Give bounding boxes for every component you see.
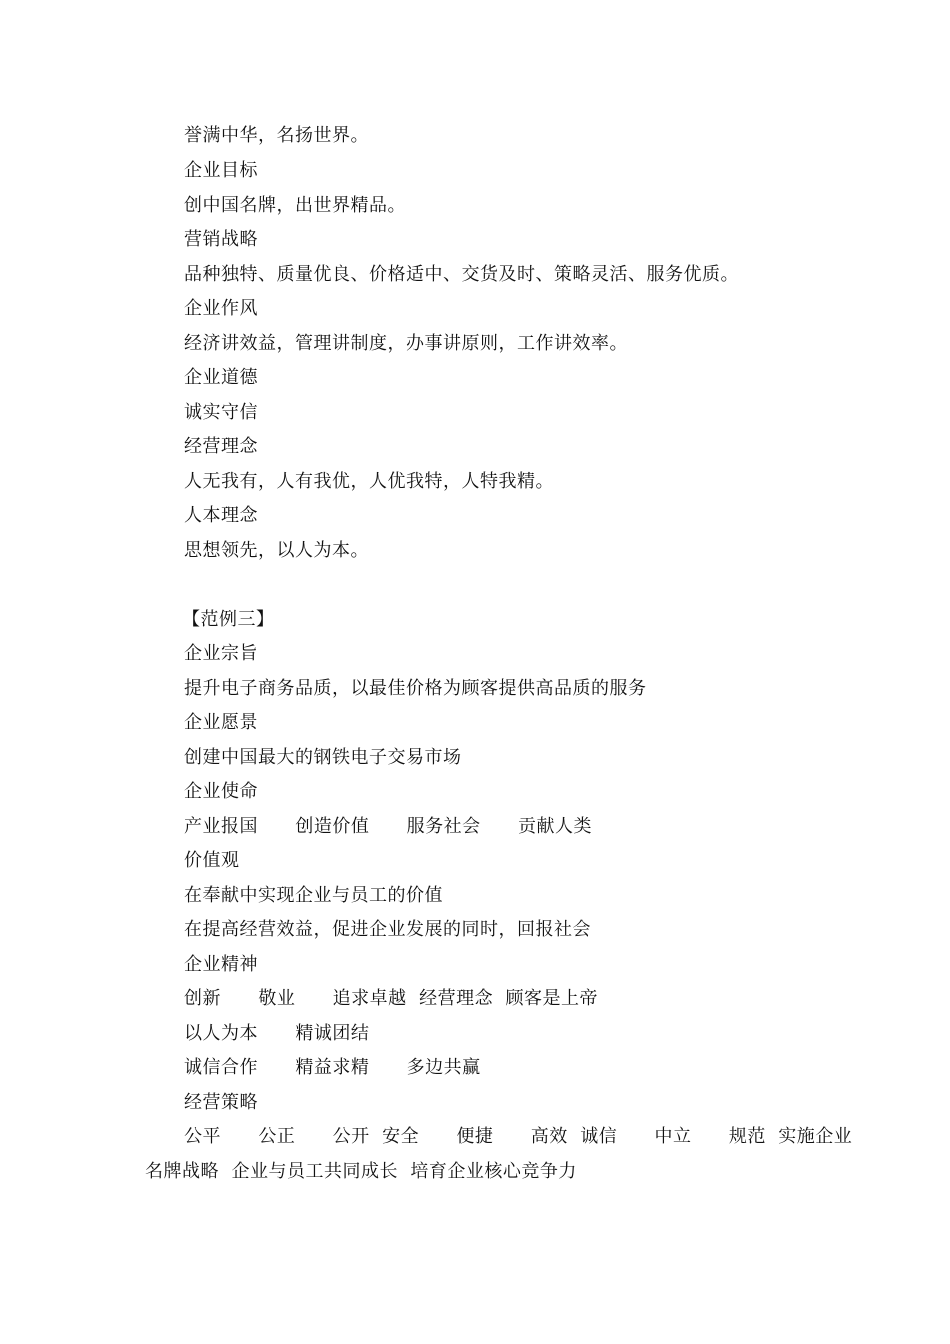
- text-line: 誉满中华，名扬世界。: [184, 125, 369, 146]
- section-heading: 企业使命: [184, 781, 258, 802]
- text-line: 人无我有，人有我优，人优我特，人特我精。: [184, 471, 554, 492]
- section-heading: 经营策略: [184, 1092, 258, 1113]
- text-line: 思想领先，以人为本。: [184, 540, 369, 561]
- text-line: 诚信合作 精益求精 多边共赢: [184, 1057, 481, 1078]
- text-line: 经济讲效益，管理讲制度，办事讲原则，工作讲效率。: [184, 333, 628, 354]
- text-line: 公平 公正 公开 安全 便捷 高效 诚信 中立 规范 实施企业: [184, 1126, 853, 1147]
- section-heading: 企业愿景: [184, 712, 258, 733]
- text-line: 在提高经营效益，促进企业发展的同时，回报社会: [184, 919, 591, 940]
- text-line: 以人为本 精诚团结: [184, 1023, 370, 1044]
- text-line: 产业报国 创造价值 服务社会 贡献人类: [184, 816, 592, 837]
- text-line: 诚实守信: [184, 402, 258, 423]
- example-heading: 【范例三】: [182, 609, 275, 630]
- section-heading: 人本理念: [184, 505, 258, 526]
- section-heading: 企业目标: [184, 160, 258, 181]
- text-line: 创新 敬业 追求卓越 经营理念 顾客是上帝: [184, 988, 599, 1009]
- section-heading: 企业道德: [184, 367, 258, 388]
- section-heading: 经营理念: [184, 436, 258, 457]
- section-heading: 企业作风: [184, 298, 258, 319]
- text-line: 创建中国最大的钢铁电子交易市场: [184, 747, 462, 768]
- section-heading: 营销战略: [184, 229, 258, 250]
- section-heading: 价值观: [184, 850, 240, 871]
- text-line: 提升电子商务品质，以最佳价格为顾客提供高品质的服务: [184, 678, 647, 699]
- text-line-continuation: 名牌战略 企业与员工共同成长 培育企业核心竞争力: [145, 1161, 577, 1182]
- section-heading: 企业精神: [184, 954, 258, 975]
- section-heading: 企业宗旨: [184, 643, 258, 664]
- text-line: 品种独特、质量优良、价格适中、交货及时、策略灵活、服务优质。: [184, 264, 739, 285]
- text-line: 创中国名牌，出世界精品。: [184, 195, 406, 216]
- text-line: 在奉献中实现企业与员工的价值: [184, 885, 443, 906]
